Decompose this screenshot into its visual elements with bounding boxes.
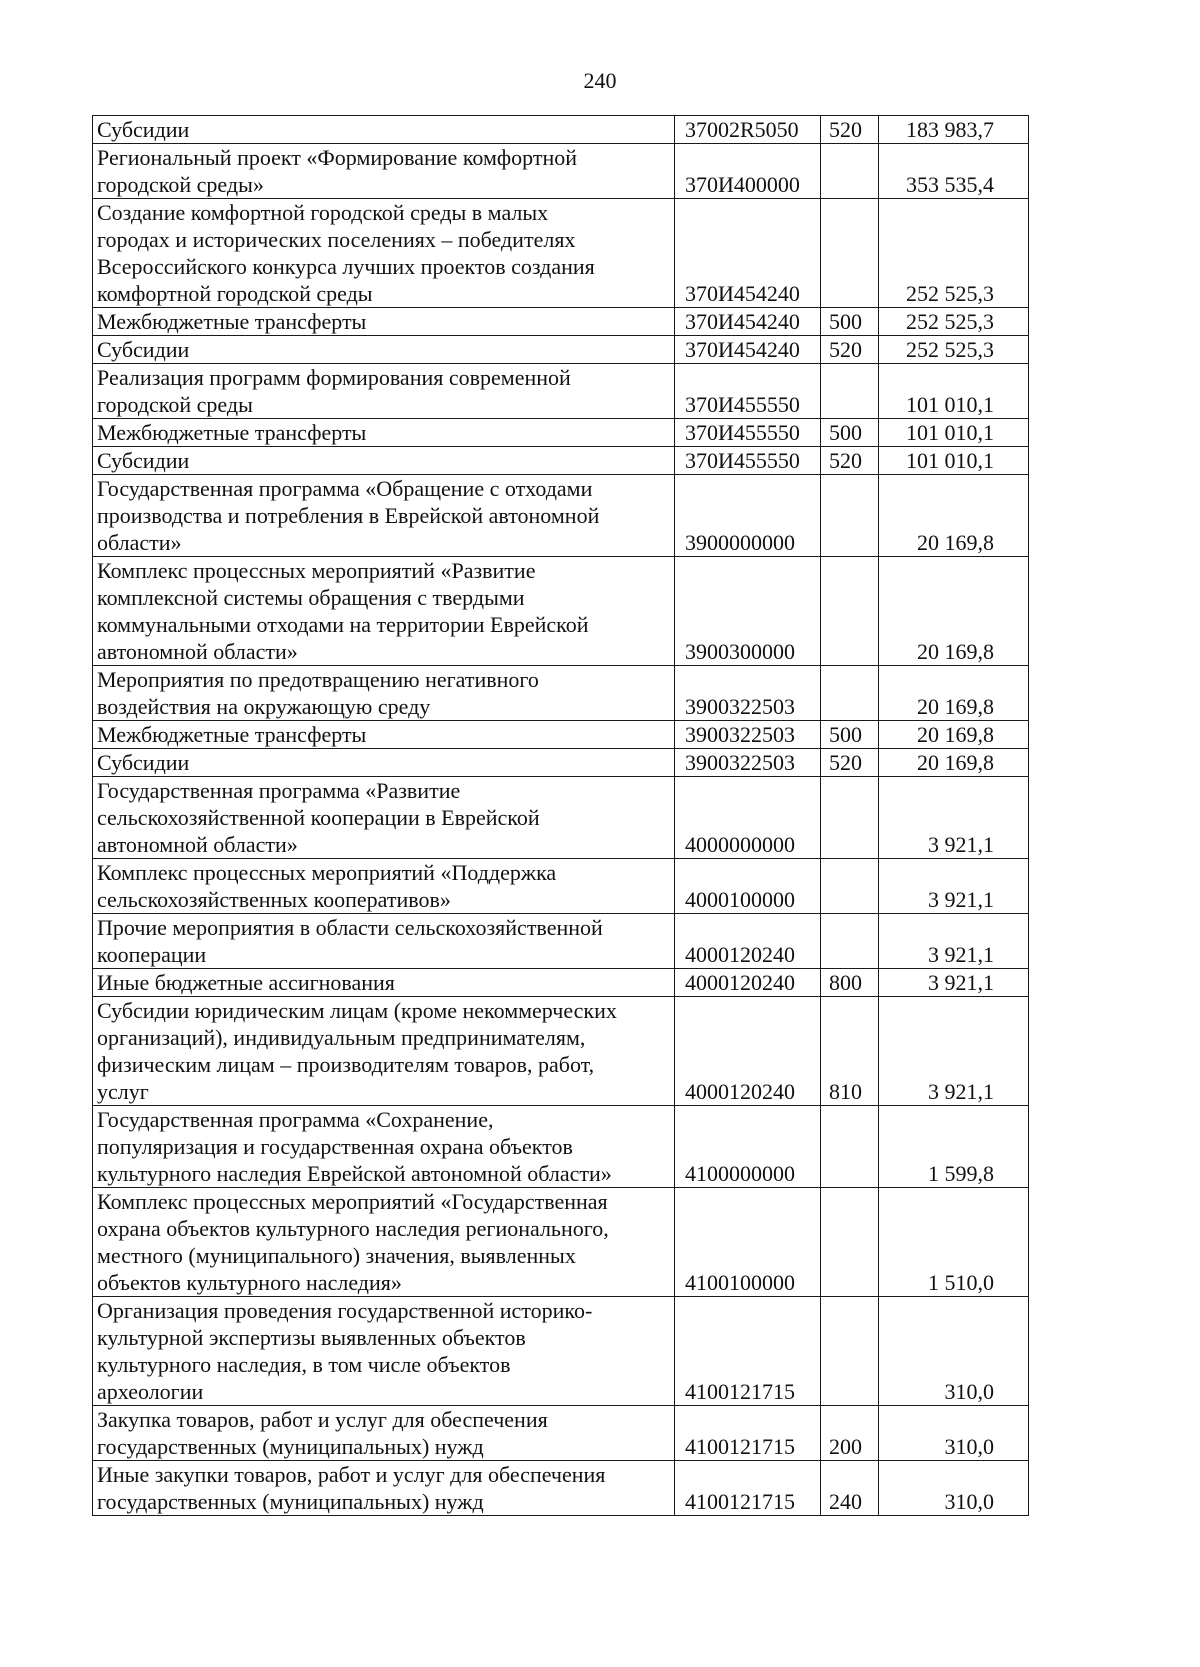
- row-amount-cell: 1 599,8: [879, 1106, 1029, 1188]
- row-name-cell: Межбюджетные трансферты: [93, 419, 675, 447]
- row-name-cell: Государственная программа «Сохранение, популяризация и государственная охрана объектов культурного наследия Еврейской автономной области»: [93, 1106, 675, 1188]
- row-amount-cell: 3 921,1: [879, 859, 1029, 914]
- row-expense-type-cell: 240: [821, 1461, 879, 1516]
- row-code-cell: 4000120240: [675, 969, 821, 997]
- table-row: [93, 859, 1029, 914]
- row-code-cell: 370И455550: [675, 447, 821, 475]
- row-expense-type-cell: 520: [821, 447, 879, 475]
- row-code-cell: 370И455550: [675, 364, 821, 419]
- row-name-cell: Субсидии: [93, 116, 675, 144]
- row-code-cell: 3900322503: [675, 749, 821, 777]
- row-expense-type-cell: 500: [821, 308, 879, 336]
- row-code-cell: 4000000000: [675, 777, 821, 859]
- row-name-cell: Иные закупки товаров, работ и услуг для обеспечения государственных (муниципальных) нужд: [93, 1461, 675, 1516]
- row-code-cell: 4100000000: [675, 1106, 821, 1188]
- row-code-cell: 370И454240: [675, 308, 821, 336]
- row-code-cell: 3900322503: [675, 666, 821, 721]
- row-name-cell: Комплекс процессных мероприятий «Государственная охрана объектов культурного наследия регионального, местного (муниципального) значения, выявленных объектов культурного наследия»: [93, 1188, 675, 1297]
- row-name-cell: Создание комфортной городской среды в малых городах и исторических поселениях – победителях Всероссийского конкурса лучших проектов создания комфортной городской среды: [93, 199, 675, 308]
- table-row: [93, 749, 1029, 777]
- table-row: [93, 144, 1029, 199]
- row-expense-type-cell: 200: [821, 1406, 879, 1461]
- row-code-cell: 3900000000: [675, 475, 821, 557]
- row-code-cell: 4100121715: [675, 1461, 821, 1516]
- row-amount-cell: 3 921,1: [879, 777, 1029, 859]
- row-expense-type-cell: [821, 666, 879, 721]
- table-row: [93, 475, 1029, 557]
- row-name-cell: Региональный проект «Формирование комфортной городской среды»: [93, 144, 675, 199]
- row-expense-type-cell: 520: [821, 336, 879, 364]
- row-amount-cell: 252 525,3: [879, 199, 1029, 308]
- table-row: [93, 997, 1029, 1106]
- row-expense-type-cell: 500: [821, 419, 879, 447]
- row-code-cell: 370И455550: [675, 419, 821, 447]
- row-amount-cell: 1 510,0: [879, 1188, 1029, 1297]
- row-code-cell: 370И454240: [675, 336, 821, 364]
- row-code-cell: 4000100000: [675, 859, 821, 914]
- row-amount-cell: 20 169,8: [879, 557, 1029, 666]
- table-body: [93, 116, 1029, 1516]
- row-amount-cell: 310,0: [879, 1297, 1029, 1406]
- table-row: [93, 447, 1029, 475]
- row-amount-cell: 20 169,8: [879, 475, 1029, 557]
- row-amount-cell: 3 921,1: [879, 997, 1029, 1106]
- table-row: [93, 777, 1029, 859]
- row-amount-cell: 183 983,7: [879, 116, 1029, 144]
- row-expense-type-cell: [821, 364, 879, 419]
- table-row: [93, 336, 1029, 364]
- table-row: [93, 419, 1029, 447]
- row-amount-cell: 252 525,3: [879, 336, 1029, 364]
- row-amount-cell: 252 525,3: [879, 308, 1029, 336]
- row-amount-cell: 310,0: [879, 1406, 1029, 1461]
- table-row: [93, 1106, 1029, 1188]
- row-expense-type-cell: [821, 777, 879, 859]
- row-name-cell: Мероприятия по предотвращению негативного воздействия на окружающую среду: [93, 666, 675, 721]
- row-expense-type-cell: 520: [821, 116, 879, 144]
- table-row: [93, 199, 1029, 308]
- page-number: 240: [583, 68, 617, 93]
- row-expense-type-cell: [821, 1297, 879, 1406]
- row-name-cell: Субсидии: [93, 749, 675, 777]
- table-row: [93, 308, 1029, 336]
- row-code-cell: 4100121715: [675, 1297, 821, 1406]
- row-code-cell: 370И400000: [675, 144, 821, 199]
- row-name-cell: Закупка товаров, работ и услуг для обеспечения государственных (муниципальных) нужд: [93, 1406, 675, 1461]
- row-expense-type-cell: 810: [821, 997, 879, 1106]
- row-amount-cell: 353 535,4: [879, 144, 1029, 199]
- row-name-cell: Межбюджетные трансферты: [93, 308, 675, 336]
- row-code-cell: 4100100000: [675, 1188, 821, 1297]
- table-row: [93, 364, 1029, 419]
- row-code-cell: 3900300000: [675, 557, 821, 666]
- row-name-cell: Комплекс процессных мероприятий «Развитие комплексной системы обращения с твердыми коммунальными отходами на территории Еврейской автономной области»: [93, 557, 675, 666]
- table-row: [93, 969, 1029, 997]
- row-expense-type-cell: [821, 914, 879, 969]
- row-amount-cell: 20 169,8: [879, 749, 1029, 777]
- row-name-cell: Комплекс процессных мероприятий «Поддержка сельскохозяйственных кооперативов»: [93, 859, 675, 914]
- row-name-cell: Организация проведения государственной историко- культурной экспертизы выявленных объектов культурного наследия, в том числе объектов археологии: [93, 1297, 675, 1406]
- table-row: [93, 721, 1029, 749]
- row-amount-cell: 101 010,1: [879, 364, 1029, 419]
- row-expense-type-cell: 520: [821, 749, 879, 777]
- row-name-cell: Государственная программа «Развитие сельскохозяйственной кооперации в Еврейской автономной области»: [93, 777, 675, 859]
- row-name-cell: Иные бюджетные ассигнования: [93, 969, 675, 997]
- table-row: [93, 557, 1029, 666]
- table-row: [93, 116, 1029, 144]
- row-expense-type-cell: [821, 199, 879, 308]
- row-expense-type-cell: [821, 1188, 879, 1297]
- row-expense-type-cell: [821, 1106, 879, 1188]
- row-expense-type-cell: 800: [821, 969, 879, 997]
- row-name-cell: Субсидии: [93, 447, 675, 475]
- budget-table: [92, 115, 1029, 1516]
- table-row: [93, 666, 1029, 721]
- row-code-cell: 3900322503: [675, 721, 821, 749]
- row-amount-cell: 3 921,1: [879, 969, 1029, 997]
- row-expense-type-cell: [821, 475, 879, 557]
- table-row: [93, 1461, 1029, 1516]
- table-row: [93, 1406, 1029, 1461]
- row-code-cell: 4000120240: [675, 914, 821, 969]
- row-amount-cell: 101 010,1: [879, 447, 1029, 475]
- row-name-cell: Субсидии: [93, 336, 675, 364]
- row-code-cell: 4000120240: [675, 997, 821, 1106]
- row-code-cell: 37002R5050: [675, 116, 821, 144]
- row-name-cell: Прочие мероприятия в области сельскохозяйственной кооперации: [93, 914, 675, 969]
- row-expense-type-cell: [821, 557, 879, 666]
- row-amount-cell: 20 169,8: [879, 721, 1029, 749]
- table-row: [93, 1297, 1029, 1406]
- row-name-cell: Межбюджетные трансферты: [93, 721, 675, 749]
- row-name-cell: Субсидии юридическим лицам (кроме некоммерческих организаций), индивидуальным предпринимателям, физическим лицам – производителям товаров, работ, услуг: [93, 997, 675, 1106]
- row-amount-cell: 20 169,8: [879, 666, 1029, 721]
- table-row: [93, 1188, 1029, 1297]
- row-name-cell: Государственная программа «Обращение с отходами производства и потребления в Еврейской автономной области»: [93, 475, 675, 557]
- row-expense-type-cell: [821, 144, 879, 199]
- row-name-cell: Реализация программ формирования современной городской среды: [93, 364, 675, 419]
- row-amount-cell: 101 010,1: [879, 419, 1029, 447]
- row-expense-type-cell: 500: [821, 721, 879, 749]
- table-row: [93, 914, 1029, 969]
- row-code-cell: 4100121715: [675, 1406, 821, 1461]
- row-amount-cell: 310,0: [879, 1461, 1029, 1516]
- row-code-cell: 370И454240: [675, 199, 821, 308]
- row-amount-cell: 3 921,1: [879, 914, 1029, 969]
- row-expense-type-cell: [821, 859, 879, 914]
